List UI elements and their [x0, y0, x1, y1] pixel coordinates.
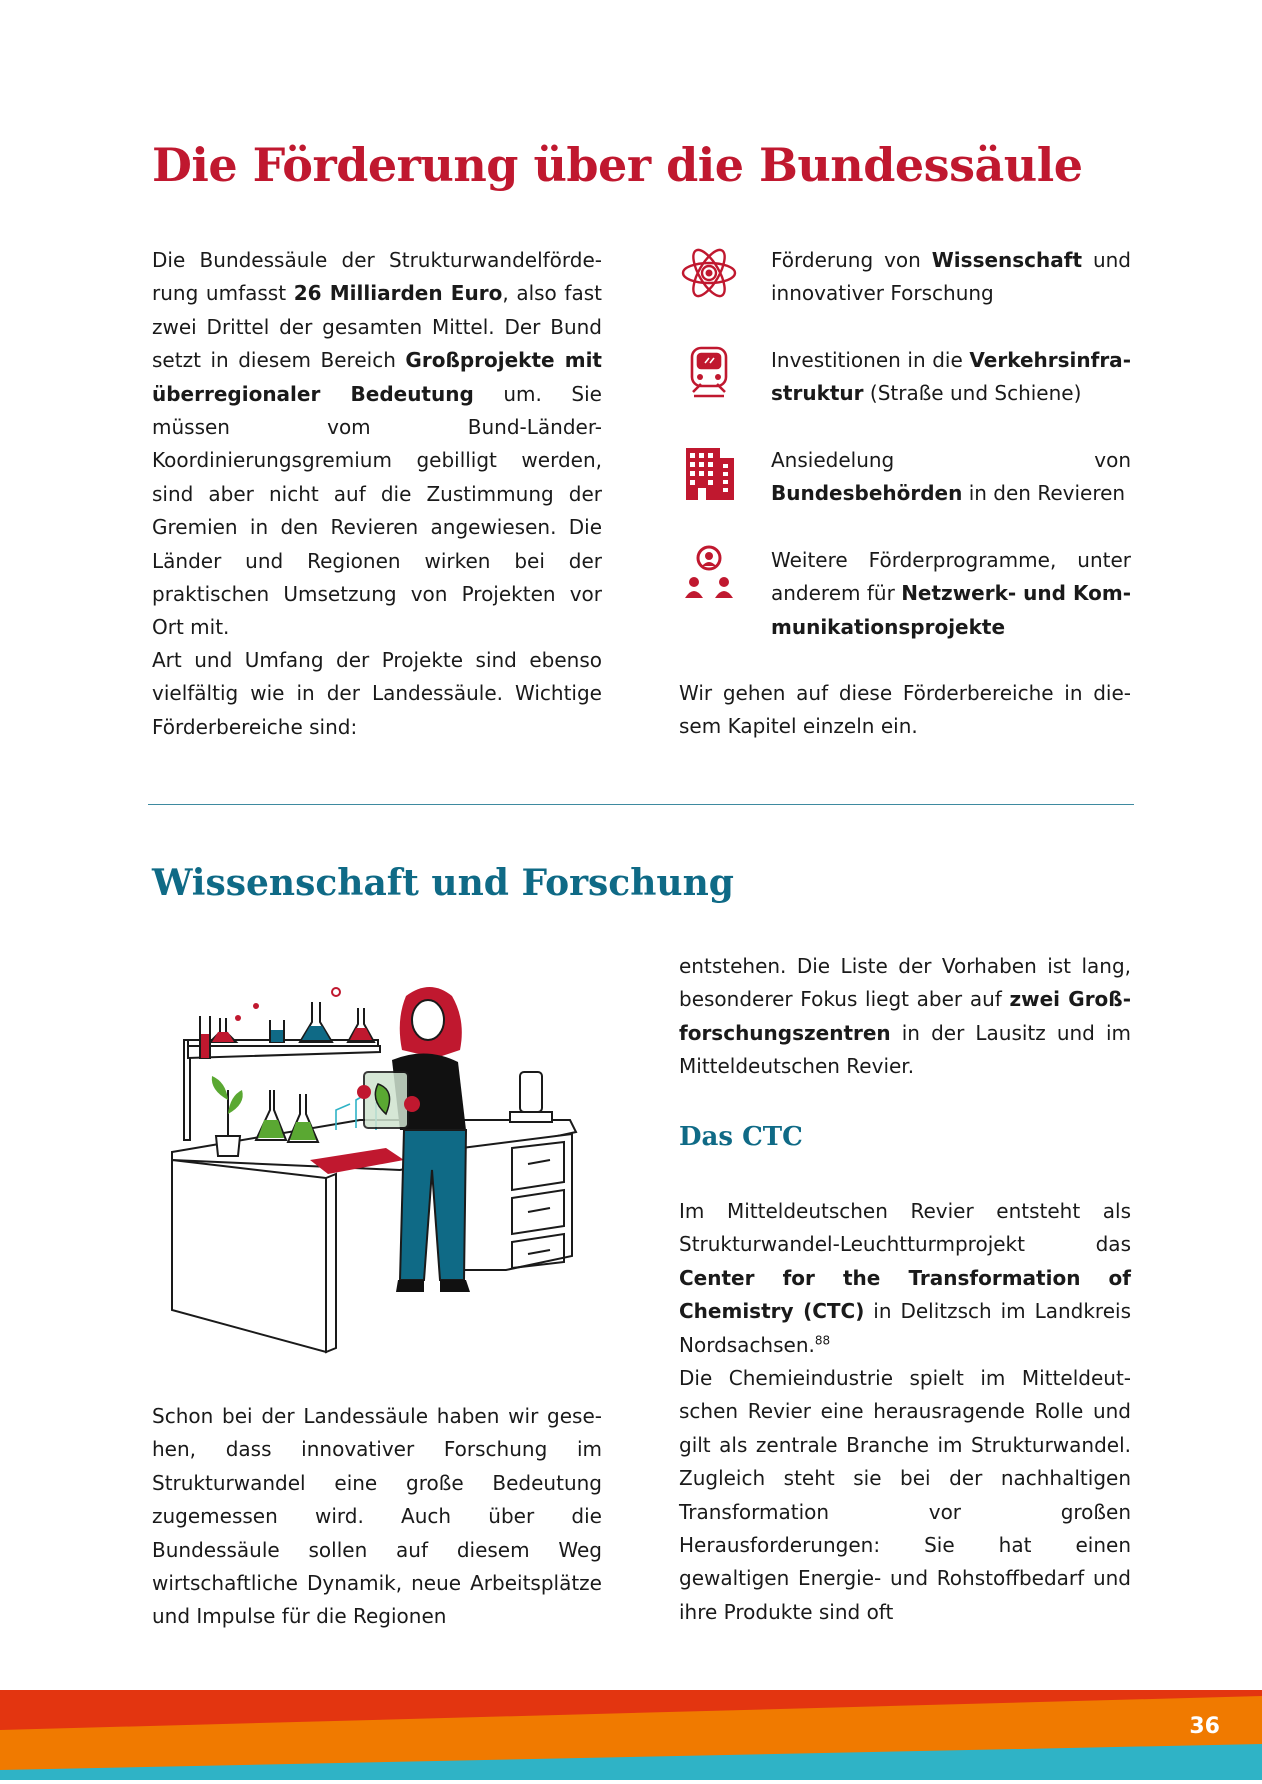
ctc-paragraph-2: Die Chemieindustrie spielt im Mitteldeutschen Revier eine herausragende Rolle und gilt als zentrale Branche im Strukturwandel. Zugleich steht sie bei der nachhaltigen Transformation vor großen Herausforderungen: Sie hat einen gewaltigen Energie- und Rohstoffbedarf und ihre Produkte sind oft [679, 1366, 1131, 1624]
train-icon [680, 344, 738, 402]
subheading-ctc: Das CTC [679, 1122, 803, 1152]
section-title: Wissenschaft und Forschung [152, 862, 734, 904]
feature-networks: Weitere Förderprogramme, unter anderem für Netzwerk- und Kommunikationsprojekte [771, 548, 1131, 639]
atom-icon [680, 244, 738, 302]
feature-science: Förderung von Wissenschaft und innovativer Forschung [771, 248, 1132, 306]
intro-paragraph-1: Die Bundessäule der Strukturwandelförderung umfasst 26 Milliarden Euro, also fast zwei Drittel der gesamten Mittel. Der Bund setzt in diesem Bereich Großprojekte mit überregionaler Bedeutung um. Sie müssen vom Bund-Länder-Koordinierungsgremium gebilligt werden, sind aber nicht auf die Zustimmung der Gremien in den Revieren angewiesen. Die Länder und Regionen wirken bei der praktischen Umsetzung von Projekten vor Ort mit. [152, 248, 602, 640]
intro-paragraph-2: Art und Umfang der Projekte sind ebenso vielfältig wie in der Landessäule. Wichtige Förderbereiche sind: [152, 648, 602, 739]
footnote-ref[interactable]: 88 [814, 1332, 831, 1347]
features-outro: Wir gehen auf diese Förderbereiche in diesem Kapitel einzeln ein. [679, 681, 1131, 739]
page-number: 36 [1189, 1714, 1220, 1739]
section-left-paragraph: Schon bei der Landessäule haben wir gesehen, dass innovativer Forschung im Strukturwandel eine große Bedeutung zugemessen wird. Auch über die Bundessäule sollen auf diesem Weg wirtschaftliche Dynamik, neue Arbeitsplätze und Impulse für die Regionen [152, 1404, 602, 1629]
building-icon [680, 444, 738, 502]
page-title: Die Förderung über die Bundessäule [152, 138, 1083, 192]
feature-authorities: Ansiedelung von Bundesbehörden in den Revieren [771, 448, 1131, 506]
section-right-paragraph: entstehen. Die Liste der Vorhaben ist lang, besonderer Fokus liegt aber auf zwei Großforschungszentren in der Lausitz und im Mitteldeutschen Revier. [679, 954, 1131, 1079]
ctc-paragraph-1: Im Mitteldeutschen Revier entsteht als Strukturwandel-Leuchtturmprojekt das Center for the Transformation of Chemistry (CTC) in Delitzsch im Landkreis Nordsachsen.$^{88}$ [679, 1199, 1131, 1357]
feature-transport: Investitionen in die Verkehrsinfrastruktur (Straße und Schiene) [771, 348, 1131, 406]
footer-band [0, 1690, 1262, 1780]
section-divider [148, 804, 1134, 805]
network-people-icon [680, 544, 738, 602]
scientist-lab-illustration [160, 980, 600, 1360]
